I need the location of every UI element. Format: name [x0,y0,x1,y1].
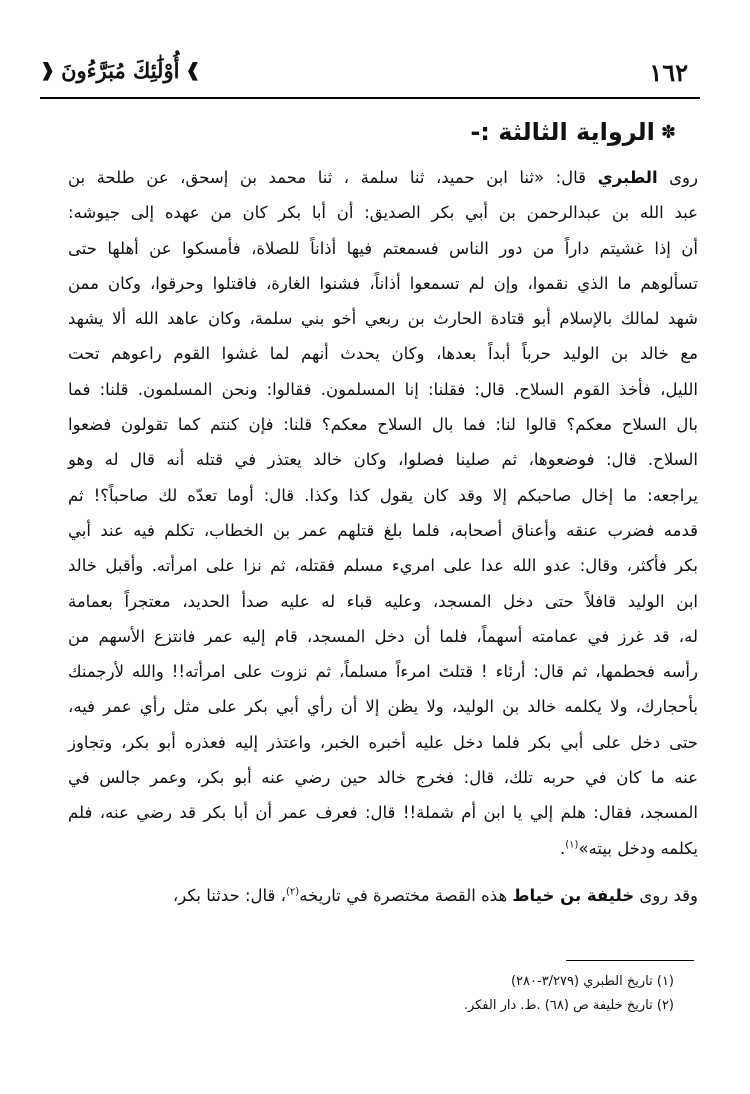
text-line: بال السلاح معكم؟ قالوا لنا: فما بال السلاح معكم؟ قلنا: فإن كنتم كما تقولون فضعوا [68,415,698,435]
footnote-ref[interactable]: (١) [565,839,579,851]
text-line: بأحجارك، ولا يكلمه خالد بن الوليد، ولا يظن إلا أن رأي أبي بكر على مثل رأي عمر فيه، [68,697,698,717]
text-line: أن إذا غشيتم داراً من دور الناس فسمعتم فيها أذاناً للصلاة، فأمسكوا عن أهلها حتى [68,238,698,258]
header-rule [40,97,700,99]
text-line: الليل، فأخذ القوم السلاح. قال: فقلنا: إنا المسلمون. فقالوا: ونحن المسلمون. قلنا: فما [68,379,698,399]
footnote-rule [566,960,694,961]
text-line: وقد روى خليفة بن خياط هذه القصة مختصرة في تاريخه$^{(٢)}$، قال: حدثنا بكر، [172,885,698,905]
text-line: يراجعه: ما إخال صاحبكم إلا وقد كان يقول كذا وكذا. قال: أوما تعدّه لك صاحباً؟! ثم [68,485,698,505]
text-line: روى الطبري قال: «ثنا ابن حميد، ثنا سلمة ، ثنا محمد بن إسحق، عن طلحة بن [68,168,698,187]
text-line: مع خالد بن الوليد حرباً أبداً بعدها، وكان يحدث أنهم لما غشوا القوم راعوهم تحت [68,344,698,364]
text-line: يكلمه ودخل بيته»$^{(١)}$. [560,838,698,858]
ornament-right-icon: ❱ [185,60,201,81]
text-line: شهد لمالك بالإسلام أبو قتادة الحارث بن ربعي أخو بني سلمة، وكان عاهد الله ألا يشهد [68,309,698,329]
text-line: حتى دخل على أبي بكر فلما دخل عليه أخبره الخبر، واعتذر إليه فعذره أبو بكر، وتجاوز [68,732,698,752]
text-line: ابن الوليد قافلاً حتى دخل المسجد، وعليه قباء له عليه صدأ الحديد، معتجراً بعمامة [68,591,698,611]
running-title-ornament [40,58,201,83]
text-line: تسألوهم ما الذي نقموا، وإن لم تسمعوا أذاناً، فشنوا الغارة، فاقتلوا وحرقوا، وكان ممن [68,273,698,293]
section-title: الرواية الثالثة :- [470,118,655,146]
text-line: رأسه فحطمها، ثم قال: أرئاء ! قتلتَ امرءاً مسلماً، ثم نزوت على امرأته!! والله لأرجمنك [68,662,698,682]
text-line: عبد الله بن عبدالرحمن بن أبي بكر الصديق: أن أبا بكر كان من عهده إلى جيوشه: [68,203,698,223]
text-line: له، قد غرز في عمامته أسهماً، فلما أن دخل المسجد، قام إليه عمر فانتزع الأسهم من [68,626,698,646]
footnote-item: (٢) تاريخ خليفة ص (٦٨) .ط. دار الفكر. [463,998,674,1013]
text-line: عنه ما كان في حربه تلك، قال: فخرج خالد حين رضي عنه أبو بكر، وعمر جالس في [68,768,698,788]
main-text [68,160,698,913]
section-heading [470,118,676,146]
text-line: بكر فأكثر، وقال: عدو الله عدا على امريء مسلم فقتله، ثم نزا على امرأته. وأقبل خالد [68,556,698,576]
running-title: أُوْلَٰئِكَ مُبَرَّءُونَ [61,58,180,83]
ornament-left-icon: ❰ [40,60,56,81]
asterisk-icon: ✽ [660,121,676,143]
footnote-item: (١) تاريخ الطبري (٣/٢٧٩-٢٨٠) [510,974,674,989]
author-name: الطبري [597,168,658,187]
footnotes [464,970,674,1018]
page-number: ١٦٢ [649,58,688,87]
author-name: خليفة بن خياط [512,885,635,905]
footnote-ref[interactable]: (٢) [286,886,300,898]
text-line: قدمه فضرب عنقه وأعناق أصحابه، فلما بلغ قتلهم عمر بن الخطاب، تكلم فيه عند أبي [68,520,698,540]
text-line: السلاح. قال: فوضعوها، ثم صلينا فصلوا، وكان خالد يعتذر في قتله أنه قال له وهو [68,450,698,470]
page-header [40,56,688,96]
text-line: المسجد، فقال: هلم إلي يا ابن أم شملة!! قال: فعرف عمر أن أبا بكر قد رضي عنه، فلم [68,803,698,823]
